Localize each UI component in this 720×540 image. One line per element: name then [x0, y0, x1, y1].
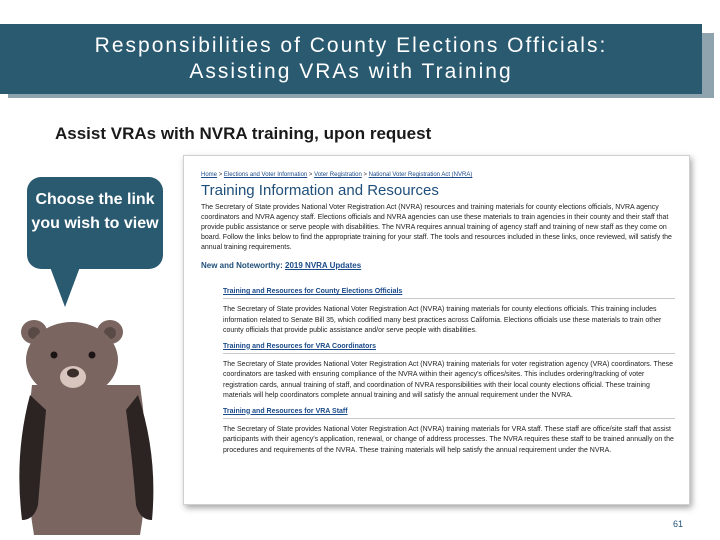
bear-nose: [67, 369, 79, 378]
slide-subtitle: Assist VRAs with NVRA training, upon request: [55, 124, 432, 143]
vra-coordinators-training-link[interactable]: Training and Resources for VRA Coordinators: [223, 343, 675, 354]
county-officials-training-link[interactable]: Training and Resources for County Elections Officials: [223, 288, 675, 299]
website-screenshot: [183, 155, 690, 505]
section-vra-staff: [223, 408, 675, 457]
slide-title: [0, 24, 702, 94]
breadcrumb-separator: >: [363, 172, 369, 178]
breadcrumb-nvra[interactable]: National Voter Registration Act (NVRA): [368, 172, 473, 178]
speech-bubble-text: Choose the link you wish to view: [31, 191, 159, 232]
breadcrumb-separator: >: [308, 172, 315, 178]
speech-bubble: [27, 177, 163, 269]
speech-bubble-tail: [50, 267, 80, 307]
breadcrumb: [201, 172, 675, 178]
vra-staff-training-link[interactable]: Training and Resources for VRA Staff: [223, 408, 675, 419]
breadcrumb-voter-registration[interactable]: Voter Registration: [314, 172, 362, 178]
section-county-elections-officials: [223, 288, 675, 337]
slide-title-line-1: Responsibilities of County Elections Officials:: [94, 34, 608, 57]
page-number: 61: [673, 519, 684, 529]
page-heading: Training Information and Resources: [201, 182, 439, 199]
section-description: The Secretary of State provides National Voter Registration Act (NVRA) training materials for county elections officials. This training includes information related to Senate Bill 35, which codified many best practices across California. Elections officials use these materials to train other county officials that provide public assistance and/or serve people with disabilities.: [223, 306, 662, 334]
breadcrumb-separator: >: [218, 172, 224, 178]
bear-eye-left: [51, 352, 58, 359]
intro-paragraph: The Secretary of State provides National Voter Registration Act (NVRA) resources and training materials for county elections officials, NVRA agency coordinators and NVRA agency staff. Elections officials and NVRA agencies can use these materials to train agencies in their county and their staff that provide public assistance or serve people with disabilities. The NVRA requires annual training of agency staff and training of new staff as they come on board. Follow the links below to find the appropriate training for your staff. The tools and resources included in these links, once reviewed, will satisfy the annual training requirements.: [201, 204, 672, 251]
breadcrumb-home[interactable]: Home: [201, 172, 218, 178]
bear-eye-right: [89, 352, 96, 359]
news-label: New and Noteworthy:: [201, 261, 286, 270]
bear-mascot-icon: [12, 315, 162, 540]
nvra-updates-link[interactable]: 2019 NVRA Updates: [285, 261, 362, 270]
section-vra-coordinators: [223, 343, 675, 402]
section-description: The Secretary of State provides National Voter Registration Act (NVRA) training materials for VRA staff. These staff are office/site staff that assist participants with their agency's application, renewal, or change of address processes. The NVRA requires these staff to be trained annually on the procedures and requirements of the NVRA. These training materials will help satisfy the annual requirement under the NVRA.: [223, 425, 674, 454]
new-and-noteworthy: [201, 261, 675, 270]
slide-title-line-2: Assisting VRAs with Training: [189, 60, 513, 83]
breadcrumb-elections[interactable]: Elections and Voter Information: [223, 172, 308, 178]
section-description: The Secretary of State provides National Voter Registration Act (NVRA) training materials for voter registration agency (VRA) coordinators. These coordinators are tasked with ensuring compliance of the NVRA within their agency's offices/sites. This includes ordering/tracking of voter registration cards, annual training of staff, and coordination of NVRA responsibilities with their local county elections official. These training materials will help coordinators complete annual training and will satisfy the annual requirement under the NVRA.: [223, 360, 674, 399]
